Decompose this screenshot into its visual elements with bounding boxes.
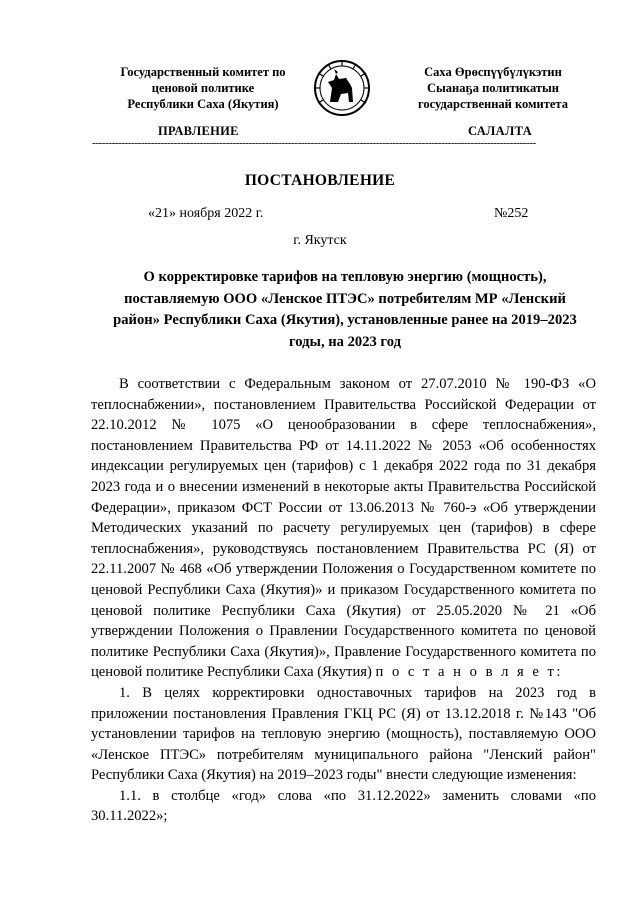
header-left-line: Республики Саха (Якутия) <box>127 97 279 111</box>
resolves-text: п о с т а н о в л я е т: <box>375 664 563 681</box>
header-right-line: Сыанаҕа политикатын <box>427 81 559 95</box>
header-right-block <box>378 64 608 112</box>
header-right-line: Саха Өрөспүүбүлүкэтин <box>424 65 562 79</box>
document-number: №252 <box>494 206 529 221</box>
header-left-block <box>88 64 318 112</box>
department-right: САЛАЛТА <box>468 124 532 138</box>
document-title: ПОСТАНОВЛЕНИЕ <box>244 172 396 189</box>
header-left-line: Государственный комитет по <box>120 65 286 79</box>
document-body <box>91 374 596 827</box>
document-subject: О корректировке тарифов на тепловую энергию (мощность), поставляемую ООО «Ленское ПТЭС» потребителям МР «Ленский район» Республики Саха (Якутия), установленные ранее на 2019–2023 годы, на 2023 год <box>113 269 577 350</box>
preamble-text: В соответствии с Федеральным законом от 27.07.2010 № 190-ФЗ «О теплоснабжении», постановлением Правительства Российской Федерации от 22.10.2012 № 1075 «О ценообразовании в сфере теплоснабжения», постановлением Правительства РФ от 14.11.2022 № 2053 «Об особенностях индексации регулируемых цен (тарифов) с 1 декабря 2022 года по 31 декабря 2023 года и о внесении изменений в некоторые акты Правительства Российской Федерации», приказом ФСТ России от 13.06.2013 № 760-э «Об утверждении Методических указаний по расчету регулируемых цен (тарифов) в сфере теплоснабжения», руководствуясь постановлением Правительства РС (Я) от 22.11.2007 № 468 «Об утверждении Положения о Государственном комитете по ценовой Республики Саха (Якутия)» и приказом Государственного комитета по ценовой политике Республики Саха (Якутия) от 25.05.2020 № 21 «Об утверждении Положения о Правлении Государственного комитета по ценовой политике Республики Саха (Якутия)», Правление Государственного комитета по ценовой политике Республики Саха (Якутия) <box>91 376 596 681</box>
preamble-paragraph <box>91 374 596 683</box>
document-date: «21» ноября 2022 г. <box>148 206 264 221</box>
sakha-republic-coat-of-arms-icon <box>308 58 376 118</box>
department-left: ПРАВЛЕНИЕ <box>158 124 239 138</box>
item-1-paragraph: 1. В целях корректировки одноставочных тарифов на 2023 год в приложении постановления Правления ГКЦ РС (Я) от 13.12.2018 г. №143 "Об установлении тарифов на тепловую энергию (мощность), поставляемую ООО «Ленское ПТЭС» потребителям муниципального района "Ленский район" Республики Саха (Якутия) на 2019–2023 годы" внести следующие изменения: <box>91 684 596 784</box>
header-right-line: государственнай комитета <box>418 97 568 111</box>
document-city: г. Якутск <box>293 233 347 248</box>
header-divider: ---------------------------------------------------------------------------------------------------------------------------------------- <box>92 137 536 149</box>
header-left-line: ценовой политике <box>151 81 255 95</box>
item-1-1-paragraph: 1.1. в столбце «год» слова «по 31.12.2022» заменить словами «по 30.11.2022»; <box>91 787 596 825</box>
